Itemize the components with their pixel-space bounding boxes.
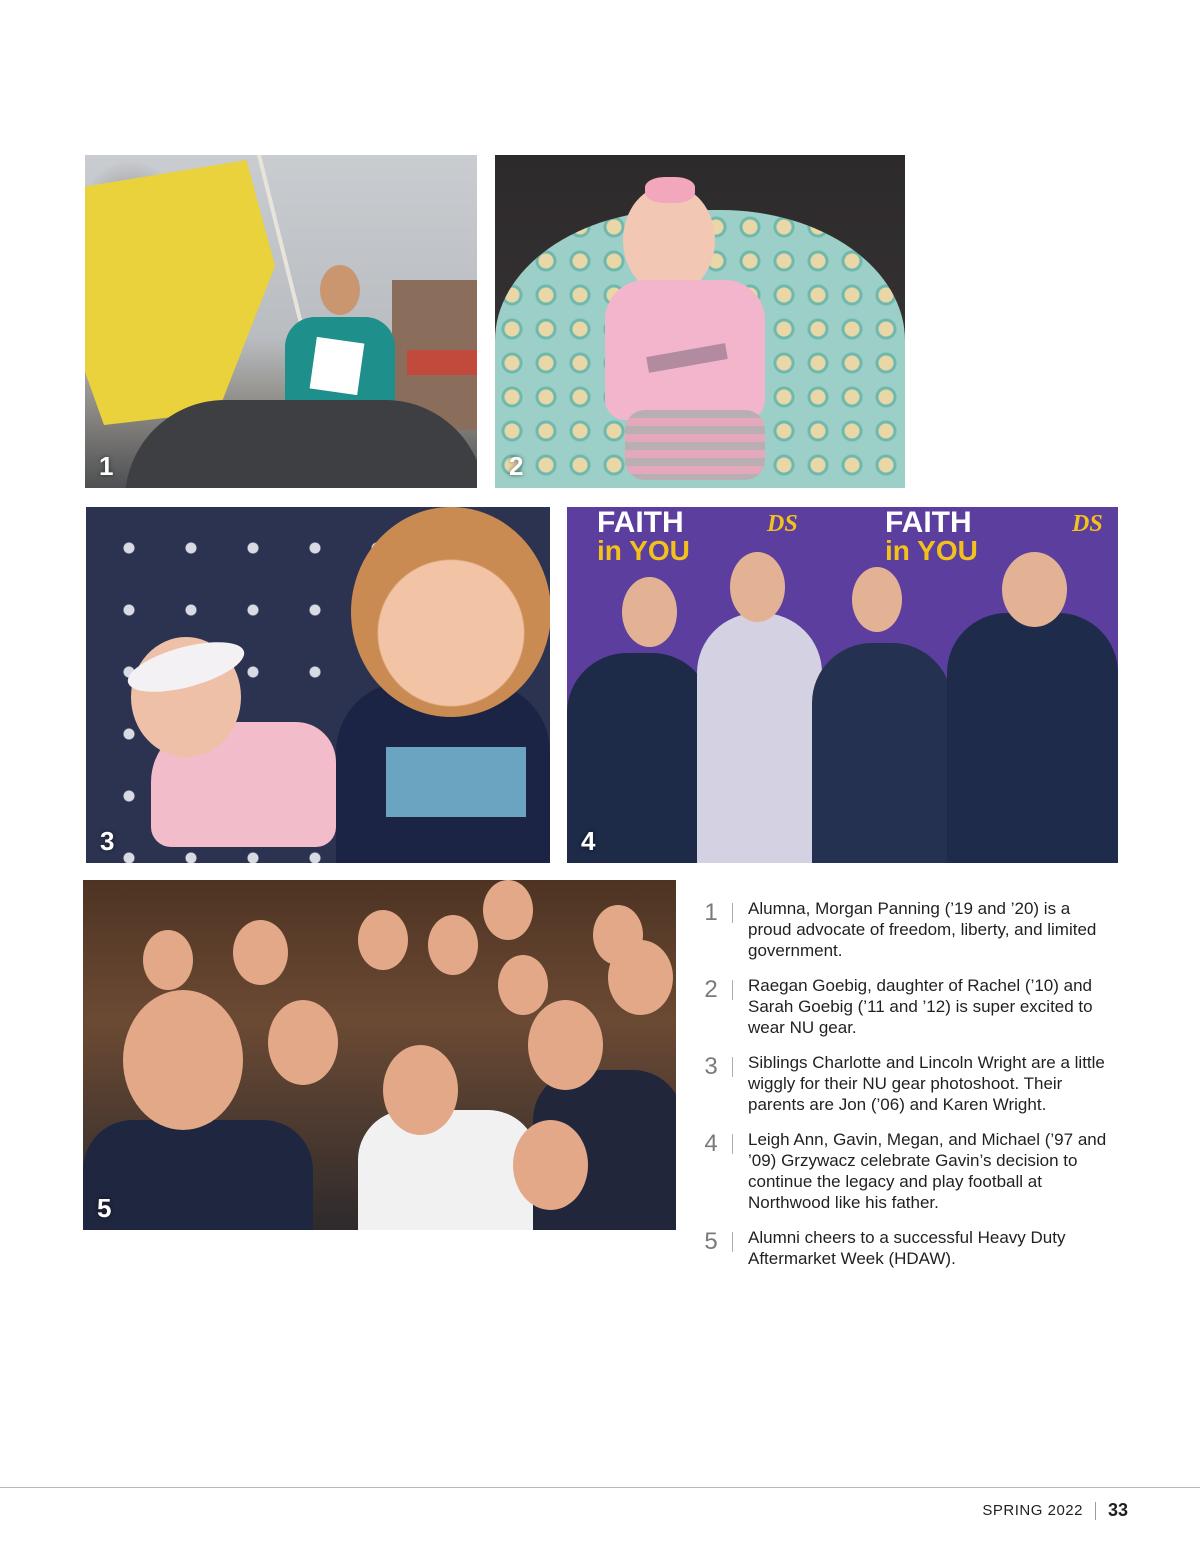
caption-number: 5 bbox=[704, 1228, 718, 1255]
face-shape bbox=[513, 1120, 588, 1210]
ds-logo: DS bbox=[767, 511, 798, 537]
person-figure bbox=[947, 613, 1118, 863]
photo-5 bbox=[83, 880, 676, 1230]
awning-shape bbox=[407, 350, 477, 375]
caption-divider bbox=[732, 903, 733, 923]
face-shape bbox=[268, 1000, 338, 1085]
caption-number: 1 bbox=[704, 899, 718, 926]
caption-list bbox=[700, 898, 1130, 1283]
face-shape bbox=[123, 990, 243, 1130]
banner-line-2: in YOU bbox=[885, 535, 978, 566]
head-shape bbox=[320, 265, 360, 315]
person-figure bbox=[83, 1120, 313, 1230]
caption-text: Leigh Ann, Gavin, Megan, and Michael (’97 and ’09) Grzywacz celebrate Gavin’s decision to continue the legacy and play football at Northwood like his father. bbox=[748, 1130, 1107, 1212]
banner-line-1: FAITH bbox=[597, 507, 684, 539]
caption-item bbox=[700, 1052, 1130, 1115]
photo-4 bbox=[567, 507, 1118, 863]
face-shape bbox=[483, 880, 533, 940]
caption-text: Raegan Goebig, daughter of Rachel (’10) and Sarah Goebig (’11 and ’12) is super excited to wear NU gear. bbox=[748, 976, 1093, 1037]
shirt-sign bbox=[310, 337, 365, 395]
face-shape bbox=[608, 940, 673, 1015]
face-shape bbox=[428, 915, 478, 975]
legs-shape bbox=[625, 410, 765, 480]
caption-divider bbox=[732, 1057, 733, 1077]
toddler-head-shape bbox=[351, 507, 550, 717]
banner-line-2: in YOU bbox=[597, 535, 690, 566]
banner-text bbox=[597, 509, 690, 565]
caption-divider bbox=[732, 1134, 733, 1154]
head-shape bbox=[1002, 552, 1067, 627]
caption-text: Alumna, Morgan Panning (’19 and ’20) is a proud advocate of freedom, liberty, and limited government. bbox=[748, 899, 1097, 960]
caption-item bbox=[700, 898, 1130, 961]
page-footer bbox=[982, 1500, 1128, 1521]
person-figure bbox=[812, 643, 952, 863]
face-shape bbox=[233, 920, 288, 985]
car-shape bbox=[125, 400, 477, 488]
face-shape bbox=[383, 1045, 458, 1135]
person-figure bbox=[697, 613, 822, 863]
head-shape bbox=[622, 577, 677, 647]
head-shape bbox=[852, 567, 902, 632]
caption-number: 3 bbox=[704, 1053, 718, 1080]
caption-divider bbox=[732, 980, 733, 1000]
face-shape bbox=[358, 910, 408, 970]
flag-shape bbox=[85, 160, 275, 425]
caption-text: Siblings Charlotte and Lincoln Wright are a little wiggly for their NU gear photoshoot. Their parents are Jon (’06) and Karen Wright. bbox=[748, 1053, 1105, 1114]
caption-text: Alumni cheers to a successful Heavy Duty Aftermarket Week (HDAW). bbox=[748, 1228, 1066, 1268]
photo-number: 5 bbox=[97, 1193, 112, 1223]
footer-divider bbox=[1095, 1502, 1096, 1520]
photo-number: 3 bbox=[100, 826, 115, 856]
caption-number: 2 bbox=[704, 976, 718, 1003]
person-figure bbox=[358, 1110, 538, 1230]
page-number: 33 bbox=[1107, 1500, 1128, 1520]
nu-logo-shape bbox=[386, 747, 526, 817]
footer-rule bbox=[0, 1487, 1200, 1488]
banner-line-1: FAITH bbox=[885, 507, 972, 539]
photo-3 bbox=[86, 507, 550, 863]
photo-number: 1 bbox=[99, 451, 114, 481]
photo-1 bbox=[85, 155, 477, 488]
photo-number: 4 bbox=[581, 826, 596, 856]
face-shape bbox=[528, 1000, 603, 1090]
issue-label: SPRING 2022 bbox=[982, 1502, 1083, 1519]
face-shape bbox=[498, 955, 548, 1015]
ds-logo: DS bbox=[1072, 511, 1103, 537]
bow-shape bbox=[645, 177, 695, 203]
caption-item bbox=[700, 1129, 1130, 1213]
photo-2 bbox=[495, 155, 905, 488]
banner-text bbox=[885, 509, 978, 565]
caption-divider bbox=[732, 1232, 733, 1252]
head-shape bbox=[730, 552, 785, 622]
caption-item bbox=[700, 975, 1130, 1038]
face-shape bbox=[143, 930, 193, 990]
caption-number: 4 bbox=[704, 1130, 718, 1157]
caption-item bbox=[700, 1227, 1130, 1269]
photo-number: 2 bbox=[509, 451, 524, 481]
